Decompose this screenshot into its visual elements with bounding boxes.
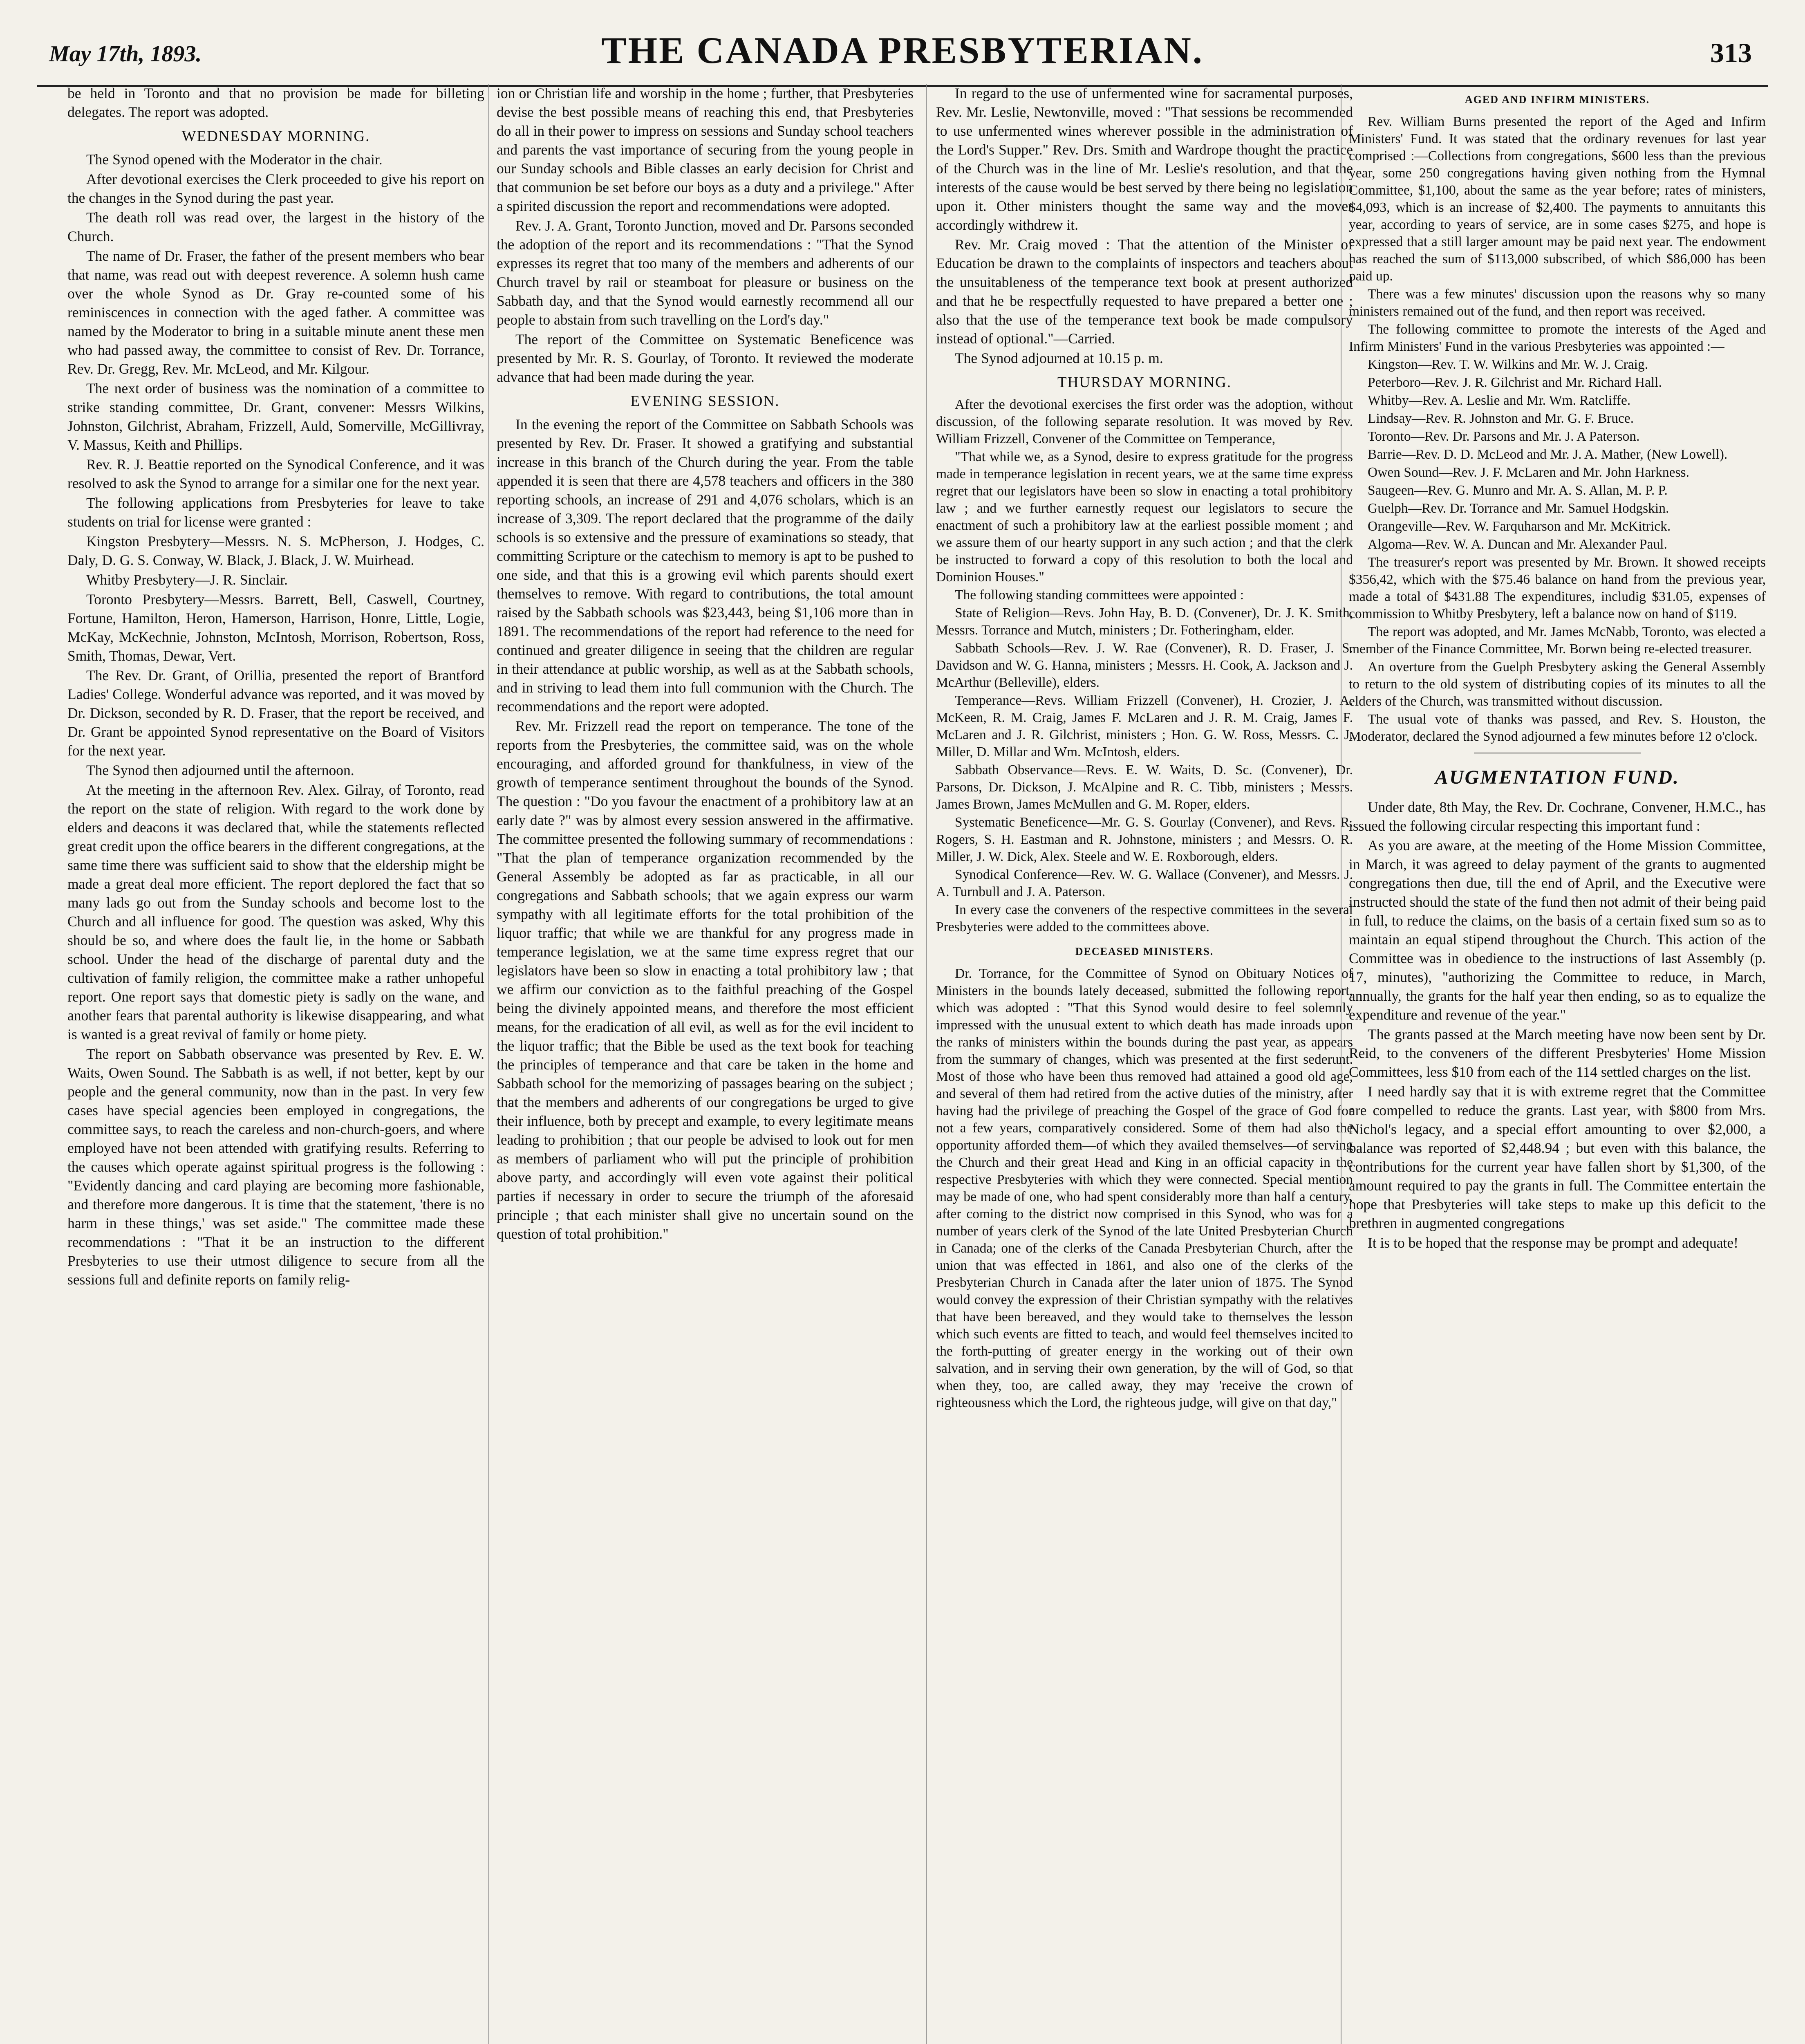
paragraph: "That while we, as a Synod, desire to express gratitude for the progress made in temperance legislation in recent years, we at the same time express regret that our legislators have been so slow in enacting a total prohibitory law ; and we further earnestly request our legislators to secure the enactment of such a prohibitory law at the earliest possible moment ; and we assure them of our hearty support in any such action ; and that the clerk be instructed to forward a copy of this resolution to both the local and Dominion Houses."	[936, 449, 1353, 585]
paragraph: The Synod opened with the Moderator in the chair.	[86, 151, 383, 168]
paragraph: Temperance—Revs. William Frizzell (Convener), H. Crozier, J. A. McKeen, R. M. Craig, James F. McLaren and J. R. M. Craig, James F. McLaren and J. R. Gilchrist, ministers ; Hon. G. W. Ross, Messrs. C. J. Miller, D. Millar and Wm. McIntosh, elders.	[936, 693, 1353, 760]
paragraph: The following standing committees were appointed :	[955, 587, 1244, 603]
section-heading-thursday-morning: THURSDAY MORNING.	[1057, 374, 1232, 391]
paragraph: The name of Dr. Fraser, the father of the present members who bear that name, was read out with deepest reverence. A solemn hush came over the whole Synod as Dr. Gray re-counted some of his reminiscences in connection with the aged father. A committee was named by the Moderator to bring in a suitable minute anent these men who had passed away, the committee to consist of Rev. Dr. Torrance, Rev. Dr. Gregg, Rev. Mr. McLeod, and Mr. Kilgour.	[67, 248, 484, 377]
paragraph: Sabbath Observance—Revs. E. W. Waits, D. Sc. (Convener), Dr. Parsons, Dr. Dickson, J. McAlpine and R. C. Tibb, ministers ; Messrs. James Brown, James McMullen and G. M. Roper, elders.	[936, 762, 1353, 812]
paragraph: The following applications from Presbyteries for leave to take students on trial for license were granted :	[67, 495, 484, 530]
paragraph: It is to be hoped that the response may be prompt and adequate!	[1368, 1235, 1738, 1251]
paragraph: In every case the conveners of the respective committees in the several Presbyteries were added to the committees above.	[936, 902, 1353, 935]
paragraph: Barrie—Rev. D. D. McLeod and Mr. J. A. Mather, (New Lowell).	[1368, 447, 1728, 462]
paragraph: The report of the Committee on Systematic Beneficence was presented by Mr. R. S. Gourlay, of Toronto. It reviewed the moderate advance that had been made during the year.	[497, 331, 914, 385]
column-3	[936, 84, 1353, 2044]
paragraph: An overture from the Guelph Presbytery asking the General Assembly to return to the old system of distributing copies of its minutes to all the elders of the Church, was transmitted without discussion.	[1349, 659, 1766, 709]
paragraph: be held in Toronto and that no provision be made for billeting delegates. The report was adopted.	[67, 85, 484, 120]
section-heading-augmentation-fund: AUGMENTATION FUND.	[1435, 766, 1680, 788]
paragraph: Kingston—Rev. T. W. Wilkins and Mr. W. J. Craig.	[1368, 357, 1648, 372]
paragraph: Algoma—Rev. W. A. Duncan and Mr. Alexander Paul.	[1368, 537, 1667, 552]
paragraph: Synodical Conference—Rev. W. G. Wallace (Convener), and Messrs. J. A. Turnbull and J. A. Paterson.	[936, 867, 1353, 899]
paragraph: The treasurer's report was presented by Mr. Brown. It showed receipts $356,42, which with the $75.46 balance on hand from the previous year, made a total of $431.88 The expenditures, includig $31.05, expenses of commission to Whitby Presbytery, left a balance now on hand of $119.	[1349, 555, 1766, 621]
paragraph: After devotional exercises the Clerk proceeded to give his report on the changes in the Synod during the past year.	[67, 171, 484, 206]
paragraph: Toronto—Rev. Dr. Parsons and Mr. J. A Paterson.	[1368, 429, 1640, 444]
paragraph: At the meeting in the afternoon Rev. Alex. Gilray, of Toronto, read the report on the state of religion. With regard to the work done by elders and deacons it was declared that, while the statements reflected great credit upon the office bearers in the different congregations, at the same time there was sufficient said to show that the eldership might be made a great deal more efficient. The report deplored the fact that so many lads go out from the Sunday schools and become lost to the Church and all influence for good. The question was asked, Why this should be so, and where does the fault lie, in the home or Sabbath school. Under the head of the discharge of parental duty and the cultivation of family religion, the committee make a rather unhopeful report. One report says that domestic piety is sadly on the wane, and another fears that parental authority is likewise disappearing, and what is wanted is a great revival of family or home piety.	[67, 782, 484, 1042]
paragraph: After the devotional exercises the first order was the adoption, without discussion, of the following separate resolution. It was moved by Rev. William Frizzell, Convener of the Committee on Temperance,	[936, 397, 1353, 446]
paragraph: In regard to the use of unfermented wine for sacramental purposes, Rev. Mr. Leslie, Newtonville, moved : "That sessions be recommended to use unfermented wines wherever possible in the administration of the Lord's Supper." Rev. Drs. Smith and Wardrope thought the practice of the Church was in the line of Mr. Leslie's resolution, and that the interests of the cause would be best served by there being no legislation upon it. Other ministers thought the same way and the mover accordingly withdrew it.	[936, 85, 1353, 233]
section-heading-aged-infirm-ministers: AGED AND INFIRM MINISTERS.	[1465, 94, 1650, 105]
paragraph: Under date, 8th May, the Rev. Dr. Cochrane, Convener, H.M.C., has issued the following circular respecting this important fund :	[1349, 799, 1766, 834]
paragraph: Whitby Presbytery—J. R. Sinclair.	[86, 572, 288, 588]
paragraph: Rev. R. J. Beattie reported on the Synodical Conference, and it was resolved to ask the Synod to arrange for a similar one for the next year.	[67, 456, 484, 491]
paragraph: Dr. Torrance, for the Committee of Synod on Obituary Notices of Ministers in the bounds lately deceased, submitted the following report, which was adopted : "That this Synod would desire to feel solemnly impressed with the unusual extent to which death has made inroads upon the ranks of ministers within the bounds during the past year, as appears from the summary of changes, which was presented at the first sederunt. Most of those who have been thus removed had attained a good old age, and several of them had retired from the active duties of the ministry, after having had the privilege of preaching the Gospel of the grace of God for not a few years, comparatively considered. Some of them had also the opportunity afforded them—of which they availed themselves—of serving the Church and their great Head and King in an official capacity in the respective Presbyteries with which they were connected. Special mention may be made of one, who had spent considerably more than half a century, after coming to the district now comprised in this Synod, who was for a number of years clerk of the Synod of the late United Presbyterian Church in Canada; one of the clerks of the Canada Presbyterian Church, after the union that was effected in 1861, and also one of the clerks of the Presbyterian Church in Canada after the later union of 1875. The Synod would convey the expression of their Christian sympathy with the relatives that have been bereaved, and they would take to themselves the lesson which such events are fitted to teach, and would feel themselves incited to the forth-putting of greater energy in the working out of their own salvation, and in serving their own generation, by the will of God, so that when they, too, are called away, they may 'receive the crown of righteousness which the Lord, the righteous judge, will give on that day,"	[936, 966, 1353, 1410]
paragraph: Rev. Mr. Craig moved : That the attention of the Minister of Education be drawn to the complaints of inspectors and teachers about the unsuitableness of the temperance text book at present authorized and that he be respectfully requested to have prepared a better one ; also that the use of the temperance text book be made compulsory instead of optional."—Carried.	[936, 236, 1353, 347]
paragraph: The grants passed at the March meeting have now been sent by Dr. Reid, to the conveners of the different Presbyteries' Home Mission Committees, less $10 from each of the 114 settled charges on the list.	[1349, 1026, 1766, 1080]
paragraph: The Rev. Dr. Grant, of Orillia, presented the report of Brantford Ladies' College. Wonderful advance was reported, and it was moved by Dr. Dickson, seconded by R. D. Fraser, that the report be received, and Dr. Grant be appointed Synod representative on the Board of Visitors for the next year.	[67, 667, 484, 759]
paragraph: The Synod then adjourned until the afternoon.	[86, 762, 354, 778]
paragraph: The next order of business was the nomination of a committee to strike standing committee, Dr. Grant, convener: Messrs Wilkins, Johnston, Gilchrist, Abraham, Frizzell, Auld, Somerville, McGillivray, V. Massus, Keith and Phillips.	[67, 380, 484, 453]
paragraph: The report was adopted, and Mr. James McNabb, Toronto, was elected a member of the Finance Committee, Mr. Borwn being re-elected treasurer.	[1349, 624, 1766, 657]
paragraph: Guelph—Rev. Dr. Torrance and Mr. Samuel Hodgskin.	[1368, 501, 1669, 516]
page-header	[37, 16, 1768, 78]
section-heading-evening-session: EVENING SESSION.	[630, 393, 780, 410]
issue-date: May 17th, 1893.	[49, 41, 202, 67]
column-2	[497, 84, 914, 2044]
paragraph: The death roll was read over, the largest in the history of the Church.	[67, 209, 484, 244]
paragraph: As you are aware, at the meeting of the Home Mission Committee, in March, it was agreed to delay payment of the grants to augmented congregations then due, till the end of April, and the Executive were instructed should the state of the fund then not admit of their being paid in full, to reduce the claims, on the basis of a certain fixed sum so as to maintain an equal stipend throughout the Church. This action of the Committee was in obedience to the instructions of last Assembly (p. 17, minutes), "authorizing the Committee to reduce, in March, annually, the grants for the half year then ending, so as to equalize the expenditure and revenue of the year."	[1349, 837, 1766, 1023]
column-4	[1349, 84, 1766, 2044]
paragraph: I need hardly say that it is with extreme regret that the Committee are compelled to reduce the grants. Last year, with $800 from Mrs. Nichol's legacy, and a special effort amounting to over $2,000, a balance was reported of $2,448.94 ; but even with this balance, the contributions for the current year have fallen short by $1,300, of the amount required to pay the grants in full. The Committee entertain the hope that Presbyteries will take steps to make up this deficit to the brethren in augmented congregations	[1349, 1083, 1766, 1231]
paragraph: Owen Sound—Rev. J. F. McLaren and Mr. John Harkness.	[1368, 465, 1689, 480]
paragraph: ion or Christian life and worship in the home ; further, that Presbyteries devise the best possible means of reaching this end, that Presbyteries do all in their power to impress on sessions and Sunday school teachers and parents the vast importance of securing from the young people in our Sunday schools and Bible classes an early decision for Christ and that communion be set before our boys as a duty and a privilege." After a spirited discussion the report and recommendations were adopted.	[497, 85, 914, 214]
paragraph: Saugeen—Rev. G. Munro and Mr. A. S. Allan, M. P. P.	[1368, 483, 1668, 498]
paragraph: Toronto Presbytery—Messrs. Barrett, Bell, Caswell, Courtney, Fortune, Hamilton, Heron, Hamerson, Harrison, Honre, Little, Logie, McKay, McKechnie, Johnston, McIntosh, Morrison, Robertson, Ross, Smith, Thomas, Dewar, Vert.	[67, 591, 484, 664]
paragraph: The Synod adjourned at 10.15 p. m.	[955, 350, 1163, 366]
paragraph: Rev. Mr. Frizzell read the report on temperance. The tone of the reports from the Presbyteries, the committee said, was on the whole encouraging, and afforded ground for thankfulness, in view of the growth of temperance sentiment throughout the bounds of the Synod. The question : "Do you favour the enactment of a prohibitory law at an early date ?" was by almost every session answered in the affirmative. The committee presented the following summary of recommendations : "That the plan of temperance organization recommended by the General Assembly be adopted as far as practicable, in all our congregations and Sabbath schools; that we again express our warm sympathy with all legitimate efforts for the total prohibition of the liquor traffic; that while we are thankful for any progress made in temperance legislation, we at the same time express regret that our legislators have been so slow in enacting a total prohibitory law ; that we affirm our conviction as to the faithful preaching of the Gospel being the divinely appointed means, and therefore the most efficient means, for the eradication of all evil, as well as for the evil incident to the liquor traffic; that the Bible be used as the text book for teaching the principles of temperance and that care be taken in the home and Sabbath school for the memorizing of passages bearing on the subject ; that the members and adherents of our congregations be urged to give their influence, both by precept and example, to every legitimate means leading to prohibition ; that our people be advised to look out for men as members of parliament who will put the principle of prohibition above party, and accordingly will even vote against their political parties if necessary in order to secure the triumph of the aforesaid principle ; that each minister shall give no uncertain sound on the question of total prohibition."	[497, 718, 914, 1242]
paragraph: In the evening the report of the Committee on Sabbath Schools was presented by Rev. Dr. Fraser. It showed a gratifying and substantial increase in this branch of the Church during the year. From the table appended it is seen that there are 4,578 teachers and officers in the 380 reporting schools, an increase of 291 and 4,076 scholars, which is an increase of 3,309. The report declared that the programme of the daily schools is so extensive and the pressure of examinations so steady, that committing Scripture or the catechism to memory is apt to be pushed to one side, and that this is a growing evil which parents should exert themselves to remove. With regard to contributions, the total amount raised by the Sabbath schools was $23,443, being $1,106 more than in 1891. The recommendations of the report had reference to the need for continued and greater diligence in seeing that the children are regular in their attendance at public worship, as well as at the Sabbath schools, and in striving to lead them into full communion with the Church. The recommendations and the report were adopted.	[497, 416, 914, 715]
paragraph: State of Religion—Revs. John Hay, B. D. (Convener), Dr. J. K. Smith, Messrs. Torrance and Mutch, ministers ; Dr. Fotheringham, elder.	[936, 605, 1353, 638]
paragraph: The following committee to promote the interests of the Aged and Infirm Ministers' Fund in the various Presbyteries was appointed :—	[1349, 322, 1766, 354]
column-1	[67, 84, 484, 2044]
paragraph: Peterboro—Rev. J. R. Gilchrist and Mr. Richard Hall.	[1368, 375, 1662, 390]
page-number: 313	[1710, 37, 1752, 68]
column-divider	[488, 84, 489, 2044]
paragraph: There was a few minutes' discussion upon the reasons why so many ministers remained out of the fund, and then report was received.	[1349, 287, 1766, 319]
column-divider	[926, 84, 927, 2044]
section-heading-wednesday-morning: WEDNESDAY MORNING.	[181, 128, 370, 145]
section-heading-deceased-ministers: DECEASED MINISTERS.	[1075, 946, 1214, 957]
paragraph: Kingston Presbytery—Messrs. N. S. McPherson, J. Hodges, C. Daly, D. G. S. Conway, W. Black, J. Black, J. W. Muirhead.	[67, 533, 484, 568]
paragraph: Lindsay—Rev. R. Johnston and Mr. G. F. Bruce.	[1368, 411, 1634, 426]
paragraph: Orangeville—Rev. W. Farquharson and Mr. McKitrick.	[1368, 519, 1671, 534]
paragraph: Whitby—Rev. A. Leslie and Mr. Wm. Ratcliffe.	[1368, 393, 1631, 408]
paragraph: Systematic Beneficence—Mr. G. S. Gourlay (Convener), and Revs. R. Rogers, S. H. Eastman and R. Johnstone, ministers ; and Messrs. O. R. Miller, J. W. Dick, Alex. Steele and W. E. Roxborough, elders.	[936, 815, 1353, 864]
paragraph: The report on Sabbath observance was presented by Rev. E. W. Waits, Owen Sound. The Sabbath is as well, if not better, kept by our people and the general community, now than in the past. In very few cases have special agencies been employed in congregations, the committee says, to reach the careless and non-church-goers, and where employed have not been attended with gratifying results. Referring to the causes which operate against spiritual progress is the following : "Evidently dancing and card playing are becoming more fashionable, and therefore more dangerous. It is time that the statement, 'there is no harm in these things,' was set aside." The committee made these recommendations : "That it be an instruction to the different Presbyteries to use their utmost diligence to secure from all the sessions full and definite reports on family relig-	[67, 1046, 484, 1288]
paragraph: Rev. J. A. Grant, Toronto Junction, moved and Dr. Parsons seconded the adoption of the report and its recommendations : "That the Synod expresses its regret that too many of the members and adherents of our Church travel by rail or steamboat for pleasure or business on the Sabbath day, and that the Synod would earnestly recommend all our people to abstain from such travelling on the Lord's day."	[497, 217, 914, 328]
paragraph: Sabbath Schools—Rev. J. W. Rae (Convener), R. D. Fraser, J. S. Davidson and W. G. Hanna, ministers ; Messrs. H. Cook, A. Jackson and J. McArthur (Belleville), elders.	[936, 641, 1353, 690]
masthead-title: THE CANADA PRESBYTERIAN.	[601, 29, 1204, 71]
paragraph: Rev. William Burns presented the report of the Aged and Infirm Ministers' Fund. It was stated that the ordinary revenues for last year comprised :—Collections from congregations, $600 less than the previous year, some 250 congregations having given nothing from the Hymnal Committee, $1,100, about the same as the year before; rates of ministers, $4,093, which is an increase of $2,400. The payments to annuitants this year, according to years of service, are in some cases $275, and hope is expressed that a still larger amount may be paid next year. The endowment has reached the sum of $113,000 subscribed, of which $86,000 has been paid up.	[1349, 114, 1766, 284]
paragraph: The usual vote of thanks was passed, and Rev. S. Houston, the Moderator, declared the Synod adjourned a few minutes before 12 o'clock.	[1349, 712, 1766, 744]
